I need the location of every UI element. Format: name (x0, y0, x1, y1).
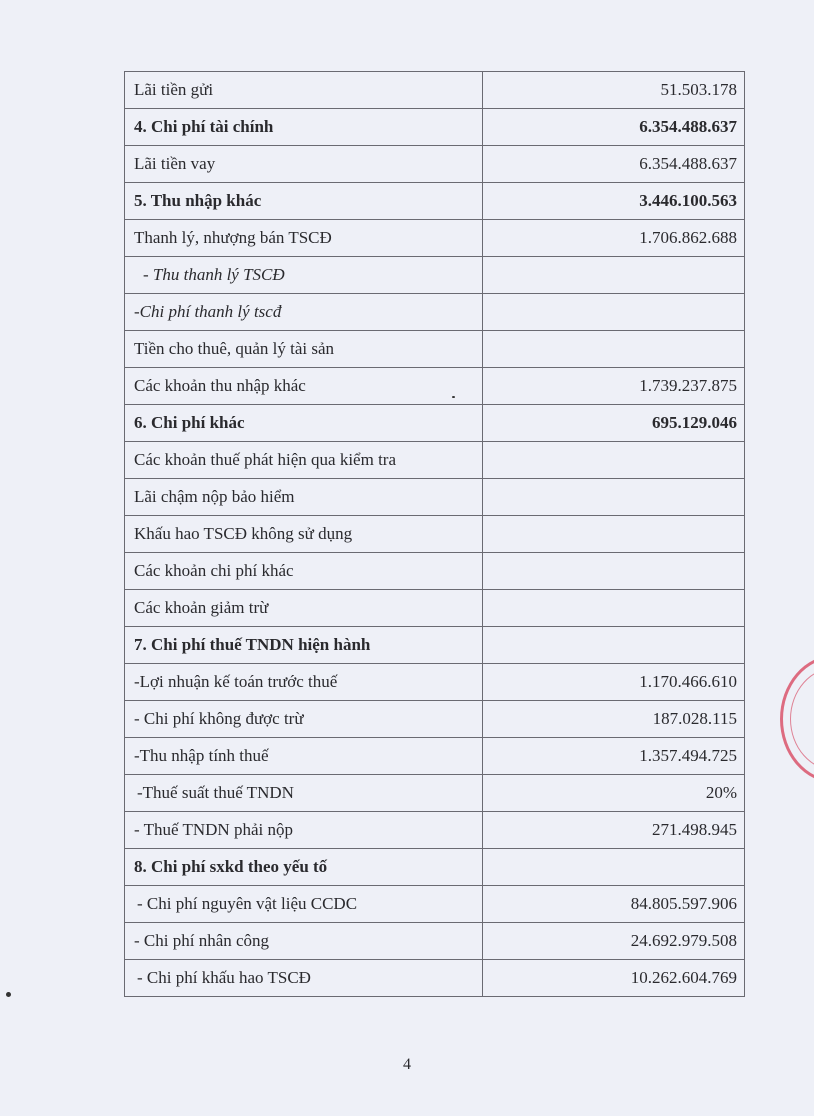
row-value: 84.805.597.906 (483, 886, 745, 923)
section-title: 6. Chi phí khác (125, 405, 483, 442)
table-row (125, 775, 745, 812)
row-value (483, 479, 745, 516)
table-row (125, 146, 745, 183)
table-row (125, 738, 745, 775)
row-value (483, 294, 745, 331)
table-row (125, 812, 745, 849)
table-row (125, 368, 745, 405)
section-title: 5. Thu nhập khác (125, 183, 483, 220)
row-value (483, 516, 745, 553)
row-label: Thanh lý, nhượng bán TSCĐ (125, 220, 483, 257)
row-label: -Thu nhập tính thuế (125, 738, 483, 775)
table-row (125, 923, 745, 960)
section-header-row (125, 183, 745, 220)
scan-speck (452, 396, 455, 398)
table-row (125, 701, 745, 738)
row-label: -Chi phí thanh lý tscđ (125, 294, 483, 331)
table-row (125, 516, 745, 553)
row-value: 20% (483, 775, 745, 812)
section-total: 695.129.046 (483, 405, 745, 442)
row-value: 1.739.237.875 (483, 368, 745, 405)
table-row (125, 442, 745, 479)
row-value: 1.706.862.688 (483, 220, 745, 257)
row-label: - Thu thanh lý TSCĐ (125, 257, 483, 294)
table-row (125, 479, 745, 516)
section-total: 3.446.100.563 (483, 183, 745, 220)
row-value (483, 590, 745, 627)
row-value: 187.028.115 (483, 701, 745, 738)
section-header-row (125, 627, 745, 664)
scan-speck (6, 992, 11, 997)
row-label: Các khoản chi phí khác (125, 553, 483, 590)
row-value: 24.692.979.508 (483, 923, 745, 960)
row-label: Các khoản thu nhập khác (125, 368, 483, 405)
table-row (125, 590, 745, 627)
row-value: 10.262.604.769 (483, 960, 745, 997)
section-header-row (125, 405, 745, 442)
table-row (125, 294, 745, 331)
row-value: 1.170.466.610 (483, 664, 745, 701)
row-value: 51.503.178 (483, 72, 745, 109)
row-label: - Chi phí nguyên vật liệu CCDC (125, 886, 483, 923)
row-label: -Thuế suất thuế TNDN (125, 775, 483, 812)
row-label: Lãi tiền gửi (125, 72, 483, 109)
table-row (125, 72, 745, 109)
row-label: - Chi phí khấu hao TSCĐ (125, 960, 483, 997)
row-label: Lãi tiền vay (125, 146, 483, 183)
row-label: -Lợi nhuận kế toán trước thuế (125, 664, 483, 701)
table-row (125, 664, 745, 701)
row-label: - Chi phí nhân công (125, 923, 483, 960)
row-value (483, 257, 745, 294)
section-total (483, 627, 745, 664)
table-row (125, 886, 745, 923)
section-total: 6.354.488.637 (483, 109, 745, 146)
section-title: 8. Chi phí sxkd theo yếu tố (125, 849, 483, 886)
section-title: 4. Chi phí tài chính (125, 109, 483, 146)
row-label: Lãi chậm nộp bảo hiểm (125, 479, 483, 516)
section-header-row (125, 109, 745, 146)
row-value: 271.498.945 (483, 812, 745, 849)
row-label: - Thuế TNDN phải nộp (125, 812, 483, 849)
table-row (125, 960, 745, 997)
financial-notes-table (124, 71, 745, 997)
table-row (125, 331, 745, 368)
row-value (483, 442, 745, 479)
table-row (125, 257, 745, 294)
page-number: 4 (403, 1056, 411, 1073)
section-title: 7. Chi phí thuế TNDN hiện hành (125, 627, 483, 664)
row-label: Các khoản giảm trừ (125, 590, 483, 627)
section-header-row (125, 849, 745, 886)
section-total (483, 849, 745, 886)
row-value: 1.357.494.725 (483, 738, 745, 775)
row-value: 6.354.488.637 (483, 146, 745, 183)
row-value (483, 553, 745, 590)
row-label: - Chi phí không được trừ (125, 701, 483, 738)
table-row (125, 553, 745, 590)
company-seal-stamp (766, 655, 814, 785)
row-value (483, 331, 745, 368)
row-label: Các khoản thuế phát hiện qua kiểm tra (125, 442, 483, 479)
table-row (125, 220, 745, 257)
row-label: Khấu hao TSCĐ không sử dụng (125, 516, 483, 553)
row-label: Tiền cho thuê, quản lý tài sản (125, 331, 483, 368)
